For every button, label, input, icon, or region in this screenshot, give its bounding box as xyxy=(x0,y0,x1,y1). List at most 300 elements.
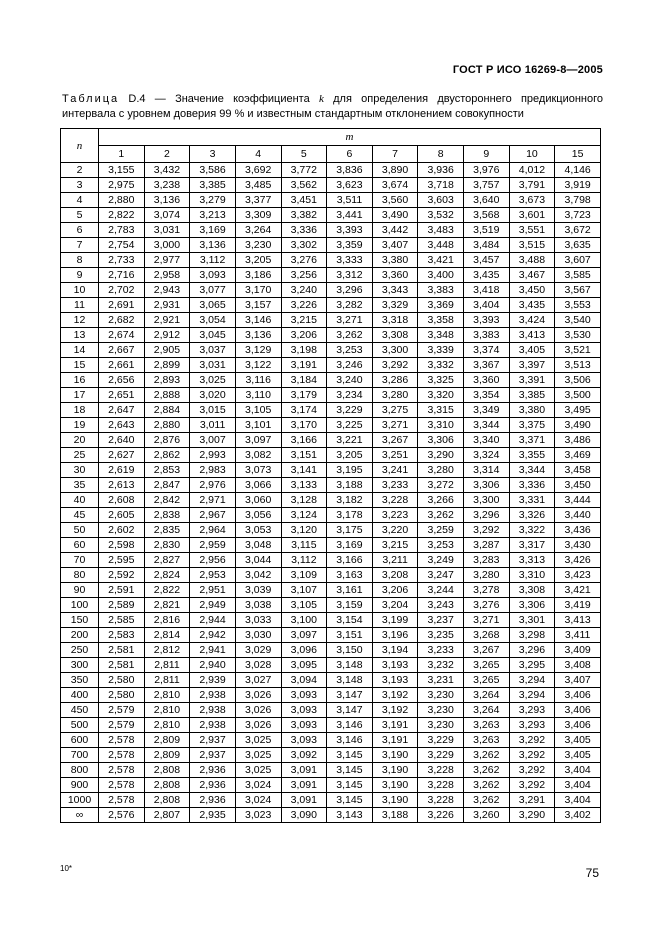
table-cell: 3,073 xyxy=(235,463,281,478)
table-cell: 3,280 xyxy=(464,568,510,583)
coefficient-table xyxy=(60,128,601,823)
table-cell: 3,457 xyxy=(464,253,510,268)
table-cell: 2,938 xyxy=(190,688,236,703)
table-cell: 3,551 xyxy=(509,223,555,238)
table-cell: 3,490 xyxy=(555,418,601,433)
row-n-value: 6 xyxy=(61,223,99,238)
table-cell: 3,031 xyxy=(144,223,190,238)
table-cell: 3,091 xyxy=(281,763,327,778)
table-cell: 3,936 xyxy=(418,163,464,178)
table-row xyxy=(61,298,601,313)
table-cell: 2,602 xyxy=(99,523,145,538)
table-cell: 3,349 xyxy=(464,403,510,418)
table-cell: 3,233 xyxy=(372,478,418,493)
table-cell: 3,094 xyxy=(281,673,327,688)
table-cell: 3,206 xyxy=(281,328,327,343)
table-cell: 3,450 xyxy=(509,283,555,298)
table-cell: 3,256 xyxy=(281,268,327,283)
table-cell: 3,196 xyxy=(372,628,418,643)
table-cell: 2,959 xyxy=(190,538,236,553)
table-cell: 3,271 xyxy=(464,613,510,628)
table-cell: 3,146 xyxy=(327,718,373,733)
table-cell: 3,280 xyxy=(418,463,464,478)
row-n-value: 35 xyxy=(61,478,99,493)
table-cell: 3,259 xyxy=(418,523,464,538)
table-cell: 3,409 xyxy=(555,643,601,658)
table-cell: 3,204 xyxy=(372,598,418,613)
table-cell: 2,940 xyxy=(190,658,236,673)
table-cell: 2,951 xyxy=(190,583,236,598)
table-cell: 2,938 xyxy=(190,703,236,718)
table-cell: 3,371 xyxy=(509,433,555,448)
table-cell: 3,354 xyxy=(464,388,510,403)
table-cell: 2,935 xyxy=(190,808,236,823)
table-cell: 3,170 xyxy=(235,283,281,298)
table-cell: 3,178 xyxy=(327,508,373,523)
table-cell: 2,905 xyxy=(144,343,190,358)
table-cell: 2,647 xyxy=(99,403,145,418)
table-cell: 3,145 xyxy=(327,778,373,793)
table-cell: 2,580 xyxy=(99,688,145,703)
table-cell: 3,343 xyxy=(372,283,418,298)
table-cell: 2,716 xyxy=(99,268,145,283)
table-cell: 3,263 xyxy=(464,718,510,733)
table-cell: 2,808 xyxy=(144,778,190,793)
table-cell: 3,190 xyxy=(372,793,418,808)
table-cell: 2,702 xyxy=(99,283,145,298)
table-cell: 3,723 xyxy=(555,208,601,223)
table-cell: 2,821 xyxy=(144,598,190,613)
table-cell: 3,292 xyxy=(509,733,555,748)
table-cell: 3,228 xyxy=(418,793,464,808)
table-cell: 2,581 xyxy=(99,658,145,673)
table-cell: 3,262 xyxy=(464,793,510,808)
table-cell: 2,783 xyxy=(99,223,145,238)
table-cell: 2,931 xyxy=(144,298,190,313)
table-cell: 3,157 xyxy=(235,298,281,313)
table-cell: 3,190 xyxy=(372,748,418,763)
row-n-value: 70 xyxy=(61,553,99,568)
table-cell: 3,166 xyxy=(327,553,373,568)
table-cell: 3,585 xyxy=(555,268,601,283)
table-cell: 3,190 xyxy=(372,778,418,793)
table-cell: 3,241 xyxy=(372,463,418,478)
table-cell: 3,296 xyxy=(327,283,373,298)
table-row xyxy=(61,673,601,688)
row-n-value: 12 xyxy=(61,313,99,328)
table-cell: 3,249 xyxy=(418,553,464,568)
table-cell: 3,240 xyxy=(327,373,373,388)
table-cell: 2,943 xyxy=(144,283,190,298)
table-cell: 2,691 xyxy=(99,298,145,313)
table-cell: 3,025 xyxy=(235,763,281,778)
table-cell: 3,292 xyxy=(509,763,555,778)
n-column-header: n xyxy=(61,129,99,163)
table-cell: 3,404 xyxy=(555,763,601,778)
table-cell: 3,237 xyxy=(418,613,464,628)
table-cell: 3,045 xyxy=(190,328,236,343)
table-cell: 3,253 xyxy=(327,343,373,358)
row-n-value: 700 xyxy=(61,748,99,763)
table-cell: 2,595 xyxy=(99,553,145,568)
table-cell: 3,408 xyxy=(555,658,601,673)
table-row xyxy=(61,328,601,343)
table-cell: 3,026 xyxy=(235,703,281,718)
table-cell: 2,810 xyxy=(144,688,190,703)
table-cell: 3,407 xyxy=(555,673,601,688)
table-cell: 3,230 xyxy=(418,688,464,703)
table-cell: 3,469 xyxy=(555,448,601,463)
table-cell: 3,424 xyxy=(509,313,555,328)
table-cell: 3,192 xyxy=(372,688,418,703)
table-cell: 3,326 xyxy=(509,508,555,523)
table-cell: 3,423 xyxy=(555,568,601,583)
table-cell: 3,169 xyxy=(327,538,373,553)
table-cell: 3,033 xyxy=(235,613,281,628)
table-cell: 3,163 xyxy=(327,568,373,583)
table-row xyxy=(61,628,601,643)
table-cell: 3,495 xyxy=(555,403,601,418)
table-cell: 2,579 xyxy=(99,718,145,733)
table-cell: 3,007 xyxy=(190,433,236,448)
table-cell: 3,182 xyxy=(327,493,373,508)
table-cell: 3,129 xyxy=(235,343,281,358)
row-n-value: 350 xyxy=(61,673,99,688)
table-cell: 3,027 xyxy=(235,673,281,688)
table-cell: 3,091 xyxy=(281,778,327,793)
table-cell: 3,440 xyxy=(555,508,601,523)
row-n-value: 90 xyxy=(61,583,99,598)
table-cell: 3,213 xyxy=(190,208,236,223)
table-cell: 3,374 xyxy=(464,343,510,358)
table-cell: 3,532 xyxy=(418,208,464,223)
table-cell: 3,976 xyxy=(464,163,510,178)
table-cell: 3,339 xyxy=(418,343,464,358)
table-cell: 3,325 xyxy=(418,373,464,388)
table-cell: 2,976 xyxy=(190,478,236,493)
table-cell: 2,580 xyxy=(99,673,145,688)
table-cell: 3,718 xyxy=(418,178,464,193)
table-cell: 3,199 xyxy=(372,613,418,628)
table-cell: 3,298 xyxy=(509,628,555,643)
table-cell: 3,264 xyxy=(235,223,281,238)
table-cell: 3,170 xyxy=(281,418,327,433)
table-cell: 3,306 xyxy=(418,433,464,448)
row-n-value: 8 xyxy=(61,253,99,268)
table-cell: 3,336 xyxy=(509,478,555,493)
table-cell: 3,488 xyxy=(509,253,555,268)
table-cell: 2,967 xyxy=(190,508,236,523)
table-row xyxy=(61,193,601,208)
table-cell: 3,141 xyxy=(281,463,327,478)
table-cell: 3,082 xyxy=(235,448,281,463)
table-cell: 2,808 xyxy=(144,793,190,808)
table-cell: 2,888 xyxy=(144,388,190,403)
table-row xyxy=(61,688,601,703)
table-cell: 3,411 xyxy=(555,628,601,643)
table-cell: 3,375 xyxy=(509,418,555,433)
table-cell: 2,576 xyxy=(99,808,145,823)
table-cell: 3,286 xyxy=(372,373,418,388)
table-cell: 3,191 xyxy=(372,733,418,748)
table-cell: 3,519 xyxy=(464,223,510,238)
table-cell: 3,513 xyxy=(555,358,601,373)
caption-text-before-k: Значение коэффициента xyxy=(175,93,310,105)
table-cell: 3,188 xyxy=(372,808,418,823)
table-cell: 3,419 xyxy=(555,598,601,613)
table-cell: 2,847 xyxy=(144,478,190,493)
caption-table-word: Таблица xyxy=(62,93,120,105)
table-cell: 3,148 xyxy=(327,673,373,688)
table-row xyxy=(61,238,601,253)
row-n-value: 50 xyxy=(61,523,99,538)
table-cell: 2,578 xyxy=(99,733,145,748)
table-cell: 3,208 xyxy=(372,568,418,583)
table-cell: 3,391 xyxy=(509,373,555,388)
table-row xyxy=(61,643,601,658)
table-cell: 3,436 xyxy=(555,523,601,538)
table-cell: 3,451 xyxy=(281,193,327,208)
table-cell: 3,128 xyxy=(281,493,327,508)
table-cell: 3,077 xyxy=(190,283,236,298)
table-cell: 3,404 xyxy=(555,793,601,808)
table-cell: 3,333 xyxy=(327,253,373,268)
table-cell: 3,406 xyxy=(555,718,601,733)
table-cell: 3,146 xyxy=(327,733,373,748)
table-cell: 2,884 xyxy=(144,403,190,418)
table-cell: 3,039 xyxy=(235,583,281,598)
table-cell: 3,306 xyxy=(509,598,555,613)
row-n-value: 200 xyxy=(61,628,99,643)
table-cell: 3,380 xyxy=(509,403,555,418)
table-cell: 3,186 xyxy=(235,268,281,283)
table-cell: 3,244 xyxy=(418,583,464,598)
table-cell: 3,400 xyxy=(418,268,464,283)
table-cell: 3,402 xyxy=(555,808,601,823)
row-n-value: 15 xyxy=(61,358,99,373)
table-cell: 2,956 xyxy=(190,553,236,568)
table-cell: 3,110 xyxy=(235,388,281,403)
table-row xyxy=(61,493,601,508)
table-cell: 3,206 xyxy=(372,583,418,598)
m-column-header: 9 xyxy=(464,146,510,163)
table-head xyxy=(61,129,601,163)
table-cell: 2,958 xyxy=(144,268,190,283)
table-cell: 3,175 xyxy=(327,523,373,538)
table-cell: 3,190 xyxy=(372,763,418,778)
row-n-value: 900 xyxy=(61,778,99,793)
table-row xyxy=(61,178,601,193)
table-cell: 3,028 xyxy=(235,658,281,673)
table-cell: 2,585 xyxy=(99,613,145,628)
table-cell: 3,054 xyxy=(190,313,236,328)
table-cell: 3,100 xyxy=(281,613,327,628)
table-cell: 3,215 xyxy=(281,313,327,328)
table-cell: 3,484 xyxy=(464,238,510,253)
table-cell: 3,265 xyxy=(464,673,510,688)
table-cell: 3,348 xyxy=(418,328,464,343)
table-cell: 3,358 xyxy=(418,313,464,328)
table-cell: 2,842 xyxy=(144,493,190,508)
table-cell: 2,578 xyxy=(99,748,145,763)
table-cell: 3,240 xyxy=(281,283,327,298)
table-cell: 3,435 xyxy=(509,298,555,313)
table-cell: 3,404 xyxy=(464,298,510,313)
table-cell: 3,038 xyxy=(235,598,281,613)
table-cell: 3,405 xyxy=(555,733,601,748)
table-row xyxy=(61,718,601,733)
row-n-value: 13 xyxy=(61,328,99,343)
table-row xyxy=(61,388,601,403)
table-cell: 2,939 xyxy=(190,673,236,688)
table-cell: 3,042 xyxy=(235,568,281,583)
table-cell: 3,271 xyxy=(372,418,418,433)
table-row xyxy=(61,403,601,418)
m-column-header: 3 xyxy=(190,146,236,163)
table-cell: 2,733 xyxy=(99,253,145,268)
table-cell: 3,191 xyxy=(281,358,327,373)
row-n-value: 100 xyxy=(61,598,99,613)
table-cell: 3,096 xyxy=(281,643,327,658)
table-cell: 3,161 xyxy=(327,583,373,598)
table-cell: 3,025 xyxy=(235,733,281,748)
table-cell: 3,435 xyxy=(464,268,510,283)
row-n-value: 1000 xyxy=(61,793,99,808)
table-cell: 2,667 xyxy=(99,343,145,358)
table-cell: 3,095 xyxy=(281,658,327,673)
table-cell: 3,290 xyxy=(509,808,555,823)
table-cell: 4,012 xyxy=(509,163,555,178)
table-cell: 2,937 xyxy=(190,748,236,763)
row-n-value: 3 xyxy=(61,178,99,193)
table-cell: 3,109 xyxy=(281,568,327,583)
row-n-value: 40 xyxy=(61,493,99,508)
table-cell: 3,093 xyxy=(190,268,236,283)
table-cell: 3,300 xyxy=(372,343,418,358)
table-cell: 3,324 xyxy=(464,448,510,463)
table-cell: 3,336 xyxy=(281,223,327,238)
table-cell: 2,656 xyxy=(99,373,145,388)
table-cell: 3,053 xyxy=(235,523,281,538)
table-cell: 2,754 xyxy=(99,238,145,253)
table-cell: 3,174 xyxy=(281,403,327,418)
table-cell: 3,318 xyxy=(372,313,418,328)
table-cell: 3,300 xyxy=(464,493,510,508)
table-cell: 3,225 xyxy=(327,418,373,433)
table-cell: 3,243 xyxy=(418,598,464,613)
table-cell: 3,407 xyxy=(372,238,418,253)
table-cell: 2,942 xyxy=(190,628,236,643)
table-cell: 3,272 xyxy=(418,478,464,493)
table-row xyxy=(61,508,601,523)
table-row xyxy=(61,733,601,748)
table-cell: 3,000 xyxy=(144,238,190,253)
table-cell: 2,949 xyxy=(190,598,236,613)
table-row xyxy=(61,808,601,823)
table-cell: 3,293 xyxy=(509,703,555,718)
table-cell: 3,836 xyxy=(327,163,373,178)
table-cell: 2,613 xyxy=(99,478,145,493)
table-cell: 3,308 xyxy=(509,583,555,598)
document-standard-reference: ГОСТ Р ИСО 16269-8—2005 xyxy=(452,64,603,76)
table-cell: 2,824 xyxy=(144,568,190,583)
table-cell: 3,116 xyxy=(235,373,281,388)
table-cell: 2,592 xyxy=(99,568,145,583)
table-cell: 3,562 xyxy=(281,178,327,193)
table-cell: 3,262 xyxy=(464,763,510,778)
table-cell: 3,314 xyxy=(464,463,510,478)
table-cell: 3,530 xyxy=(555,328,601,343)
table-cell: 2,941 xyxy=(190,643,236,658)
m-column-header: 8 xyxy=(418,146,464,163)
table-cell: 3,329 xyxy=(372,298,418,313)
table-cell: 2,808 xyxy=(144,763,190,778)
table-cell: 3,025 xyxy=(235,748,281,763)
table-cell: 3,145 xyxy=(327,748,373,763)
table-cell: 3,506 xyxy=(555,373,601,388)
table-cell: 3,640 xyxy=(464,193,510,208)
table-cell: 3,279 xyxy=(190,193,236,208)
table-cell: 3,090 xyxy=(281,808,327,823)
table-cell: 2,975 xyxy=(99,178,145,193)
table-cell: 3,485 xyxy=(235,178,281,193)
table-cell: 3,025 xyxy=(190,373,236,388)
table-cell: 3,147 xyxy=(327,688,373,703)
table-cell: 3,011 xyxy=(190,418,236,433)
table-cell: 3,097 xyxy=(235,433,281,448)
table-cell: 3,220 xyxy=(372,523,418,538)
table-cell: 3,112 xyxy=(281,553,327,568)
table-cell: 3,215 xyxy=(372,538,418,553)
table-cell: 3,296 xyxy=(509,643,555,658)
table-cell: 3,093 xyxy=(281,718,327,733)
table-cell: 2,977 xyxy=(144,253,190,268)
table-row xyxy=(61,703,601,718)
table-cell: 3,097 xyxy=(281,628,327,643)
table-cell: 3,418 xyxy=(464,283,510,298)
table-cell: 2,830 xyxy=(144,538,190,553)
table-cell: 3,235 xyxy=(418,628,464,643)
table-cell: 3,234 xyxy=(327,388,373,403)
table-cell: 3,355 xyxy=(509,448,555,463)
table-cell: 3,065 xyxy=(190,298,236,313)
page-number: 75 xyxy=(585,866,599,880)
table-cell: 3,586 xyxy=(190,163,236,178)
m-group-header: m xyxy=(99,129,601,146)
table-cell: 3,066 xyxy=(235,478,281,493)
table-row xyxy=(61,553,601,568)
table-cell: 2,810 xyxy=(144,718,190,733)
table-row xyxy=(61,763,601,778)
table-cell: 3,623 xyxy=(327,178,373,193)
table-cell: 3,271 xyxy=(327,313,373,328)
table-cell: 3,030 xyxy=(235,628,281,643)
table-cell: 2,809 xyxy=(144,733,190,748)
table-cell: 3,048 xyxy=(235,538,281,553)
table-cell: 3,310 xyxy=(509,568,555,583)
table-row xyxy=(61,583,601,598)
table-cell: 3,322 xyxy=(509,523,555,538)
table-cell: 3,154 xyxy=(327,613,373,628)
row-n-value: 9 xyxy=(61,268,99,283)
table-cell: 3,150 xyxy=(327,643,373,658)
table-caption xyxy=(62,92,603,123)
table-cell: 3,312 xyxy=(327,268,373,283)
table-cell: 3,287 xyxy=(464,538,510,553)
table-row xyxy=(61,448,601,463)
m-column-header: 4 xyxy=(235,146,281,163)
table-cell: 2,674 xyxy=(99,328,145,343)
